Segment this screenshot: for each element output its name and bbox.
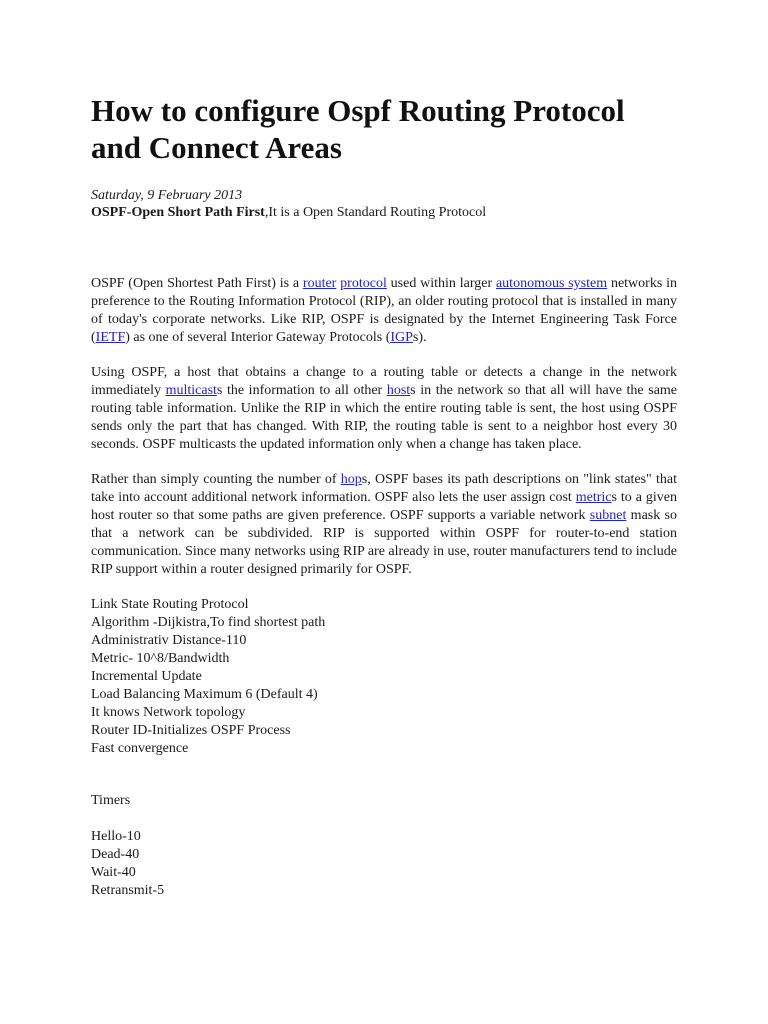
text: s to a given host router so that some paths are given preference. OSPF supports a variable network [91,490,678,523]
text: s). [412,330,427,345]
paragraph-intro [91,275,677,347]
link-protocol[interactable]: protocol [340,276,387,291]
link-ietf[interactable]: IETF [95,330,126,345]
text: mask so that a network can be subdivided. RIP is supported within OSPF for router-to-end station communication. Since many networks using RIP are already in use, router manufacturers tend to include RIP support within a router designed primarily for OSPF. [91,508,678,577]
features-list [91,596,677,758]
text: OSPF (Open Shortest Path First) is a [91,276,303,291]
list-item: Link State Routing Protocol [91,597,249,612]
link-subnet[interactable]: subnet [589,508,627,523]
spacer [91,758,677,792]
list-item: Load Balancing Maximum 6 (Default 4) [91,687,318,702]
link-router[interactable]: router [302,276,337,291]
text: Rather than simply counting the number of [91,472,341,487]
timers-heading: Timers [91,793,131,808]
text: Using OSPF, a host that obtains a change to a routing table or detects a change in the network immediately [91,365,677,398]
list-item: Incremental Update [91,669,202,684]
list-item: Dead-40 [91,847,140,862]
text: s in the network so that all will have the same routing table information. Unlike the RIP in which the entire routing table is sent, the host using OSPF sends only the part that has changed. With RIP, the routing table is sent to a neighbor host every 30 seconds. OSPF multicasts the updated information only when a change has taken place. [91,383,678,452]
list-item: Hello-10 [91,829,141,844]
timers-list [91,828,677,900]
subtitle-bold: OSPF-Open Short Path First [91,205,265,220]
subtitle-text: ,It is a Open Standard Routing Protocol [264,205,487,220]
list-item: Wait-40 [91,865,136,880]
list-item: Retransmit-5 [91,883,165,898]
text: s the information to all other [216,383,387,398]
link-autonomous-system[interactable]: autonomous system [495,276,608,291]
text: ) as one of several Interior Gateway Protocols ( [125,330,391,345]
link-igp[interactable]: IGP [390,330,413,345]
post-date: Saturday, 9 February 2013 [91,188,243,203]
text: networks in preference to the Routing Information Protocol (RIP), an older routing protocol that is installed in many of today's corporate networks. Like RIP, OSPF is designated by the Internet Engineering Task Force ( [91,276,677,345]
list-item: Metric- 10^8/Bandwidth [91,651,230,666]
link-multicast[interactable]: multicast [165,383,217,398]
list-item: It knows Network topology [91,705,246,720]
list-item: Router ID-Initializes OSPF Process [91,723,291,738]
subtitle [91,204,677,222]
text: used within larger [386,276,496,291]
list-item: Fast convergence [91,741,189,756]
article [91,92,677,900]
paragraph-link-states [91,471,677,579]
list-item: Administrativ Distance-110 [91,633,247,648]
list-item: Algorithm -Dijkistra,To find shortest path [91,615,326,630]
link-host[interactable]: host [386,383,411,398]
page-title: How to configure Ospf Routing Protocol and Connect Areas [91,93,625,165]
link-metric[interactable]: metric [575,490,612,505]
link-hop[interactable]: hop [340,472,362,487]
text: s, OSPF bases its path descriptions on "link states" that take into account additional network information. OSPF also lets the user assign cost [91,472,677,505]
paragraph-multicast [91,364,677,454]
